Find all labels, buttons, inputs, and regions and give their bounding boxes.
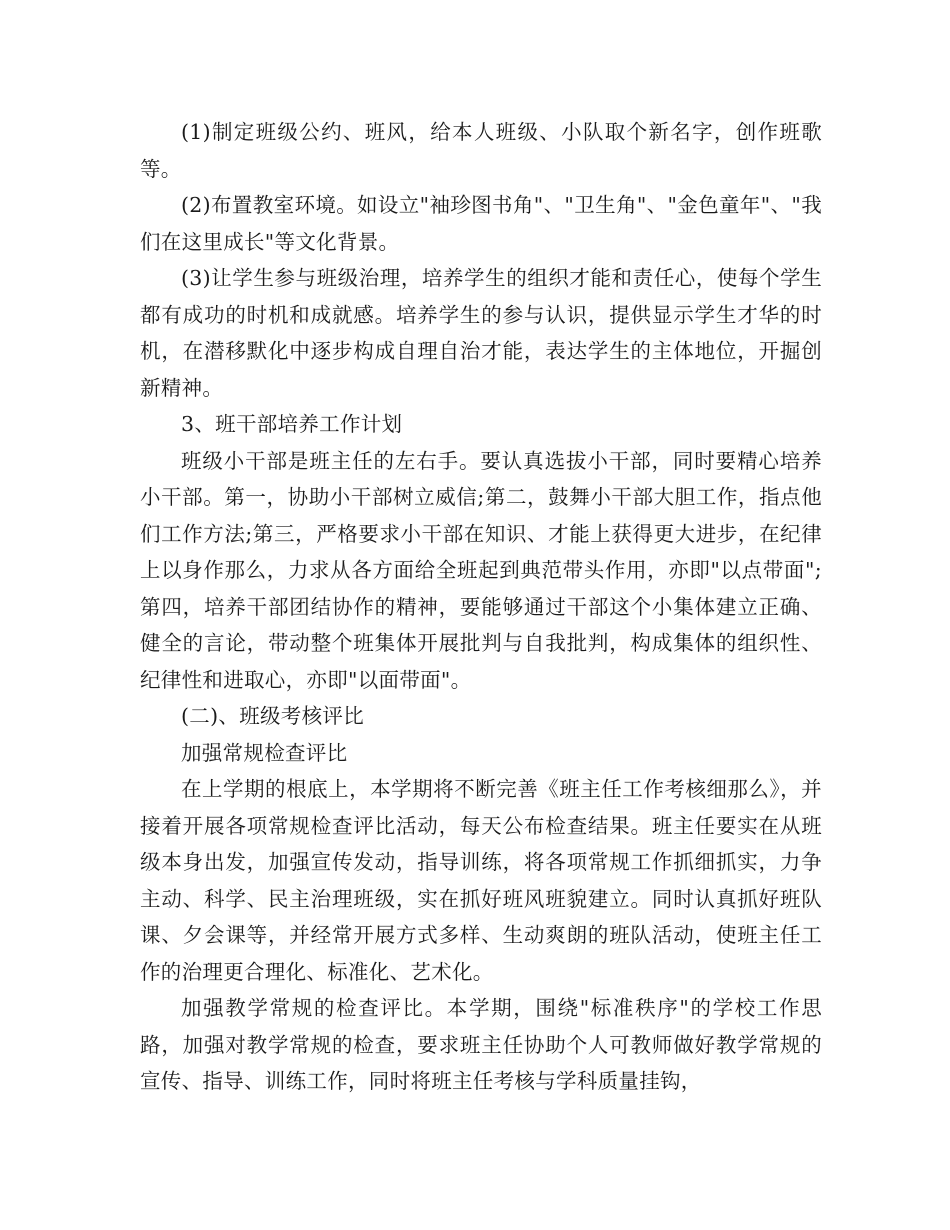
- paragraph-classroom-environment: (2)布置教室环境。如设立"袖珍图书角"、"卫生角"、"金色童年"、"我们在这里成长"等文化背景。: [140, 193, 822, 254]
- section-heading-class-cadre: 3、班干部培养工作计划: [181, 412, 403, 436]
- document-body: [140, 114, 822, 1100]
- paragraph-class-convention: (1)制定班级公约、班风，给本人班级、小队取个新名字，创作班歌等。: [140, 120, 822, 181]
- section-heading-class-assessment: (二)、班级考核评比: [181, 704, 364, 728]
- paragraph-class-cadre: 班级小干部是班主任的左右手。要认真选拔小干部，同时要精心培养小干部。第一，协助小干部树立威信;第二，鼓舞小干部大胆工作，指点他们工作方法;第三，严格要求小干部在知识、才能上获得更大进步，在纪律上以身作那么，力求从各方面给全班起到典范带头作用，亦即"以点带面";第四，培养干部团结协作的精神，要能够通过干部这个小集体建立正确、健全的言论，带动整个班集体开展批判与自我批判，构成集体的组织性、纪律性和进取心，亦即"以面带面"。: [140, 448, 822, 692]
- subheading-routine-inspection: 加强常规检查评比: [181, 740, 348, 765]
- paragraph-routine-inspection: 在上学期的根底上，本学期将不断完善《班主任工作考核细那么》，并接着开展各项常规检查评比活动，每天公布检查结果。班主任要实在从班级本身出发，加强宣传发动，指导训练，将各项常规工作抓细抓实，力争主动、科学、民主治理班级，实在抓好班风班貌建立。同时认真抓好班队课、夕会课等，并经常开展方式多样、生动爽朗的班队活动，使班主任工作的治理更合理化、标准化、艺术化。: [140, 777, 822, 984]
- paragraph-student-participation: (3)让学生参与班级治理，培养学生的组织才能和责任心，使每个学生都有成功的时机和成就感。培养学生的参与认识，提供显示学生才华的时机，在潜移默化中逐步构成自理自治才能，表达学生的主体地位，开掘创新精神。: [140, 266, 822, 400]
- paragraph-teaching-inspection: 加强教学常规的检查评比。本学期，围绕"标准秩序"的学校工作思路，加强对教学常规的检查，要求班主任协助个人可教师做好教学常规的宣传、指导、训练工作，同时将班主任考核与学科质量挂钩，: [140, 996, 822, 1093]
